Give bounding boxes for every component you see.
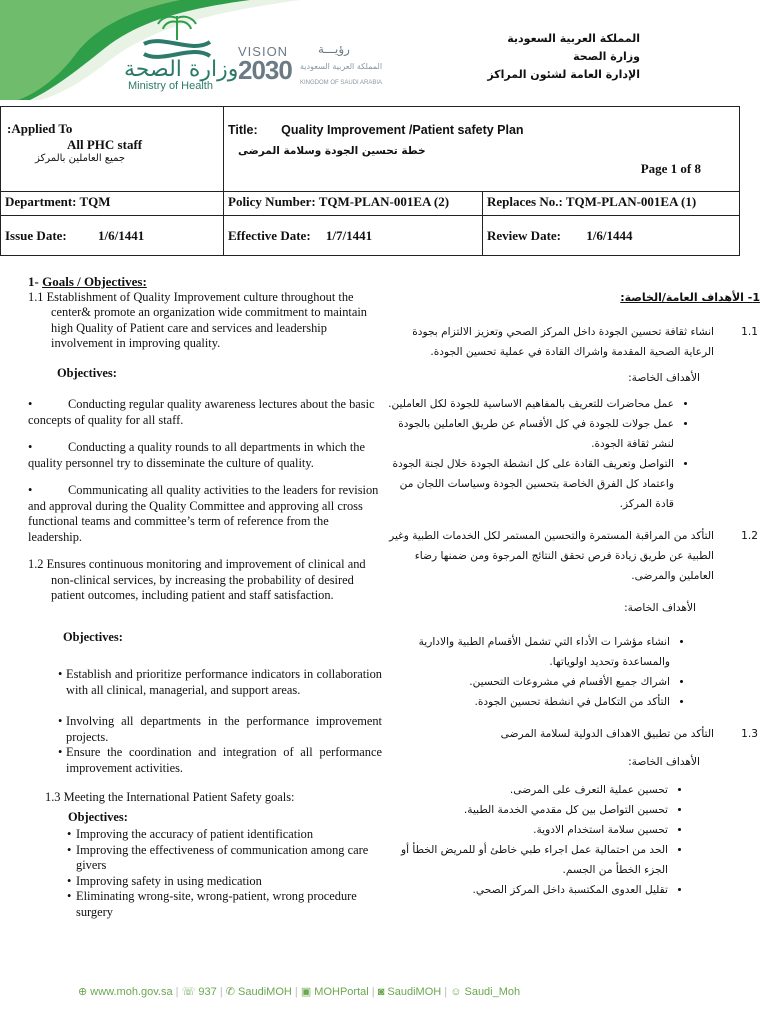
vision-title: VISION: [238, 44, 289, 59]
footer-links: ⊕ www.moh.gov.sa | ☏ 937 | ✆ SaudiMOH | ▣ MOHPortal | ◙ SaudiMOH | ☺ Saudi_Moh: [78, 986, 521, 998]
objective-text: Conducting regular quality awareness lectures about the basic concepts of quality for all staff.: [28, 397, 375, 427]
arabic-objectives-list: [388, 780, 760, 900]
arabic-section-1-3: [388, 724, 760, 744]
effective-date: 1/7/1441: [325, 227, 373, 243]
section-number: 1.1: [28, 289, 44, 304]
snapchat-handle[interactable]: Saudi_Moh: [464, 986, 521, 998]
arabic-objectives-list: [388, 394, 760, 514]
objectives-heading: Objectives:: [68, 809, 128, 824]
objective-text: Eliminating wrong-site, wrong-patient, wrong procedure surgery: [76, 889, 357, 919]
effective-date-label: Effective Date:: [228, 227, 311, 243]
applied-to-cell: [1, 107, 224, 192]
arabic-objectives-heading: الأهداف الخاصة:: [628, 756, 700, 768]
vision-subtitle-arabic: المملكة العربية السعودية: [300, 62, 383, 71]
kingdom-line: المملكة العربية السعودية: [507, 32, 640, 45]
page-number: Page 1 of 8: [640, 161, 701, 176]
review-date-label: Review Date:: [487, 227, 561, 243]
kingdom-header: [487, 30, 640, 84]
arabic-section-text: التأكد من المراقبة المستمرة والتحسين المستمر لكل الخدمات الطبية وغير الطبية عن طريق زيادة فرص تحقق النتائج المرجوة ومن ضمنها رضاء العاملين والمرضى.: [389, 530, 714, 582]
objective-item: • Conducting a quality rounds to all departments in which the quality personnel try to disseminate the culture of quality.: [28, 440, 365, 470]
arabic-objective-item: • اشراك جميع الأقسام في مشروعات التحسين.: [388, 672, 670, 692]
arabic-objective-item: • الحد من احتمالية عمل اجراء طبي خاطئ أو للمريض الخطأ أو الجزء الخطأ من الجسم.: [388, 840, 668, 880]
arabic-column: [388, 288, 760, 900]
department: Department: TQM: [1, 192, 224, 216]
objective-item: • Ensure the coordination and integration of all performance improvement activities.: [58, 745, 382, 775]
snapchat-icon: ☺: [450, 986, 462, 998]
objective-item: • Improving the effectiveness of communication among care givers: [67, 842, 369, 872]
objectives-label: Objectives: [57, 365, 113, 380]
objective-text: Ensure the coordination and integration of all performance improvement activities.: [66, 745, 382, 775]
goals-heading-text: Goals / Objectives:: [42, 274, 147, 289]
objective-text: Improving the accuracy of patient identification: [76, 827, 314, 841]
vision-subtitle: KINGDOM OF SAUDI ARABIA: [300, 80, 383, 86]
arabic-objectives-heading: الأهداف الخاصة:: [628, 372, 700, 384]
section-1-3-text: Meeting the International Patient Safety goals:: [63, 790, 295, 804]
section-number: 1.2: [741, 530, 758, 542]
vision-2030-logo: 2030: [238, 55, 292, 85]
moh-english-name: Ministry of Health: [128, 80, 213, 92]
arabic-section-text: التأكد من تطبيق الاهداف الدولية لسلامة المرضى: [500, 728, 714, 740]
issue-date-label: Issue Date:: [5, 227, 67, 243]
section-1-3: [28, 790, 382, 806]
issue-date: 1/6/1441: [98, 227, 145, 243]
objective-text: Improving safety in using medication: [76, 873, 262, 888]
twitter-handle[interactable]: SaudiMOH: [238, 986, 292, 998]
section-number: 1.1: [741, 326, 758, 338]
policy-info-table: [0, 106, 740, 256]
section-number: 1.2: [28, 557, 44, 571]
portal-icon: ▣: [300, 986, 312, 998]
objective-item: • Involving all departments in the performance improvement projects.: [58, 714, 382, 744]
instagram-handle[interactable]: SaudiMOH: [387, 986, 442, 998]
objectives-heading: Objectives:: [63, 629, 123, 644]
replaces-number: Replaces No.: TQM-PLAN-001EA (1): [483, 192, 740, 216]
objective-item: • Eliminating wrong-site, wrong-patient, wrong procedure surgery: [67, 889, 357, 919]
arabic-goals-heading: 1- الأهداف العامة/الخاصة:: [620, 291, 760, 304]
section-number: 1.3: [741, 728, 758, 740]
objectives-heading: Objectives:: [57, 365, 117, 380]
arabic-section-text: انشاء ثقافة تحسين الجودة داخل المركز الصحي وتعزيز الالتزام بجودة الرعاية الصحية المقدمة واشراك القادة في عملية تحسين الجودة.: [412, 326, 714, 358]
section-1-1: [28, 290, 382, 352]
instagram-icon: ◙: [377, 986, 385, 998]
section-1-2: [28, 557, 382, 604]
objective-item: • Improving safety in using medication: [67, 873, 262, 888]
objective-text: Conducting a quality rounds to all departments in which the quality personnel try to disseminate the culture of quality.: [28, 440, 365, 470]
globe-icon: ⊕: [78, 986, 88, 998]
objective-item: • Conducting regular quality awareness lectures about the basic concepts of quality for all staff.: [28, 397, 375, 427]
section-1-1-text: Establishment of Quality Improvement culture throughout the center& promote an organization wide commitment to maintain high Quality of Patient care and services and leadership involvement in improving quality.: [46, 289, 367, 350]
objective-item: • Improving the accuracy of patient identification: [67, 827, 314, 841]
arabic-objective-item: • تحسين التواصل بين كل مقدمي الخدمة الطبية.: [388, 800, 668, 820]
title-cell: [224, 107, 740, 192]
applied-to-label: :Applied To: [7, 121, 73, 136]
kingdom-line: وزارة الصحة: [573, 50, 640, 63]
arabic-objectives-heading: الأهداف الخاصة:: [624, 602, 696, 614]
arabic-objective-item: • التأكد من التكامل في انشطة تحسين الجودة.: [388, 692, 670, 712]
phone-number[interactable]: 937: [198, 986, 217, 998]
plan-title: Quality Improvement /Patient safety Plan: [281, 123, 524, 137]
arabic-objective-item: • تحسين سلامة استخدام الادوية.: [388, 820, 668, 840]
kingdom-line: الإدارة العامة لشئون المراكز: [487, 68, 640, 81]
goals-heading-number: 1-: [28, 274, 39, 289]
applied-to-value: All PHC staff: [67, 137, 143, 152]
applied-to-arabic: جميع العاملين بالمركز: [35, 153, 126, 164]
review-date-cell: [483, 216, 740, 256]
arabic-section-1-1: [388, 322, 760, 362]
english-column: [28, 274, 382, 920]
arabic-objective-item: • عمل جولات للجودة في كل الأقسام عن طريق العاملين بالجودة لنشر ثقافة الجودة.: [388, 414, 674, 454]
website-link[interactable]: www.moh.gov.sa: [90, 986, 173, 998]
section-1-2-text: Ensures continuous monitoring and improvement of clinical and non-clinical services, by increasing the probability of desired patient outcomes, including patient and staff satisfaction.: [46, 557, 366, 602]
objectives-list: [28, 827, 382, 920]
vision-arabic-title: رؤيـــة: [318, 42, 350, 56]
goals-heading: [28, 274, 382, 290]
effective-date-cell: [224, 216, 483, 256]
phone-icon: ☏: [181, 986, 196, 998]
objective-text: Establish and prioritize performance indicators in collaboration with all clinical, managerial, and support areas.: [66, 667, 382, 697]
objective-text: Improving the effectiveness of communication among care givers: [76, 842, 369, 872]
section-number: 1.3: [45, 790, 61, 804]
policy-number: Policy Number: TQM-PLAN-001EA (2): [224, 192, 483, 216]
review-date: 1/6/1444: [586, 227, 633, 243]
objective-item: • Communicating all quality activities to the leaders for revision and approval during the Quality Committee and approving all cross functional teams and committee’s term of reference from the leadership.: [28, 483, 379, 544]
objective-text: Involving all departments in the performance improvement projects.: [66, 714, 382, 744]
arabic-section-1-2: [388, 526, 760, 586]
arabic-objective-item: • عمل محاضرات للتعريف بالمفاهيم الاساسية للجودة لكل العاملين.: [388, 394, 674, 414]
twitter-icon: ✆: [225, 986, 235, 998]
objective-item: • Establish and prioritize performance indicators in collaboration with all clinical, managerial, and support areas.: [58, 667, 382, 697]
issue-date-cell: [1, 216, 224, 256]
plan-title-arabic: خطة تحسين الجودة وسلامة المرضى: [238, 145, 426, 157]
portal-handle[interactable]: MOHPortal: [314, 986, 369, 998]
title-label: Title:: [228, 123, 258, 137]
arabic-objective-item: • انشاء مؤشرا ت الأداء التي تشمل الأقسام الطبية والادارية والمساعدة وتحديد اولوياتها.: [388, 632, 670, 672]
objective-text: Communicating all quality activities to the leaders for revision and approval during the Quality Committee and approving all cross functional teams and committee’s term of reference from the leadership.: [28, 483, 379, 544]
moh-arabic-name: وزارة الصحة: [124, 57, 239, 82]
arabic-objective-item: • التواصل وتعريف القادة على كل انشطة الجودة خلال لجنة الجودة واعتماد كل الفرق الخاصة بتحسين الجودة وسياسات اللجان من قادة المركز.: [388, 454, 674, 514]
arabic-objective-item: • تقليل العدوى المكتسبة داخل المركز الصحي.: [388, 880, 668, 900]
arabic-objective-item: • تحسين عملية التعرف على المرضى.: [388, 780, 668, 800]
objectives-list: [28, 667, 382, 776]
arabic-objectives-list: [388, 632, 760, 712]
